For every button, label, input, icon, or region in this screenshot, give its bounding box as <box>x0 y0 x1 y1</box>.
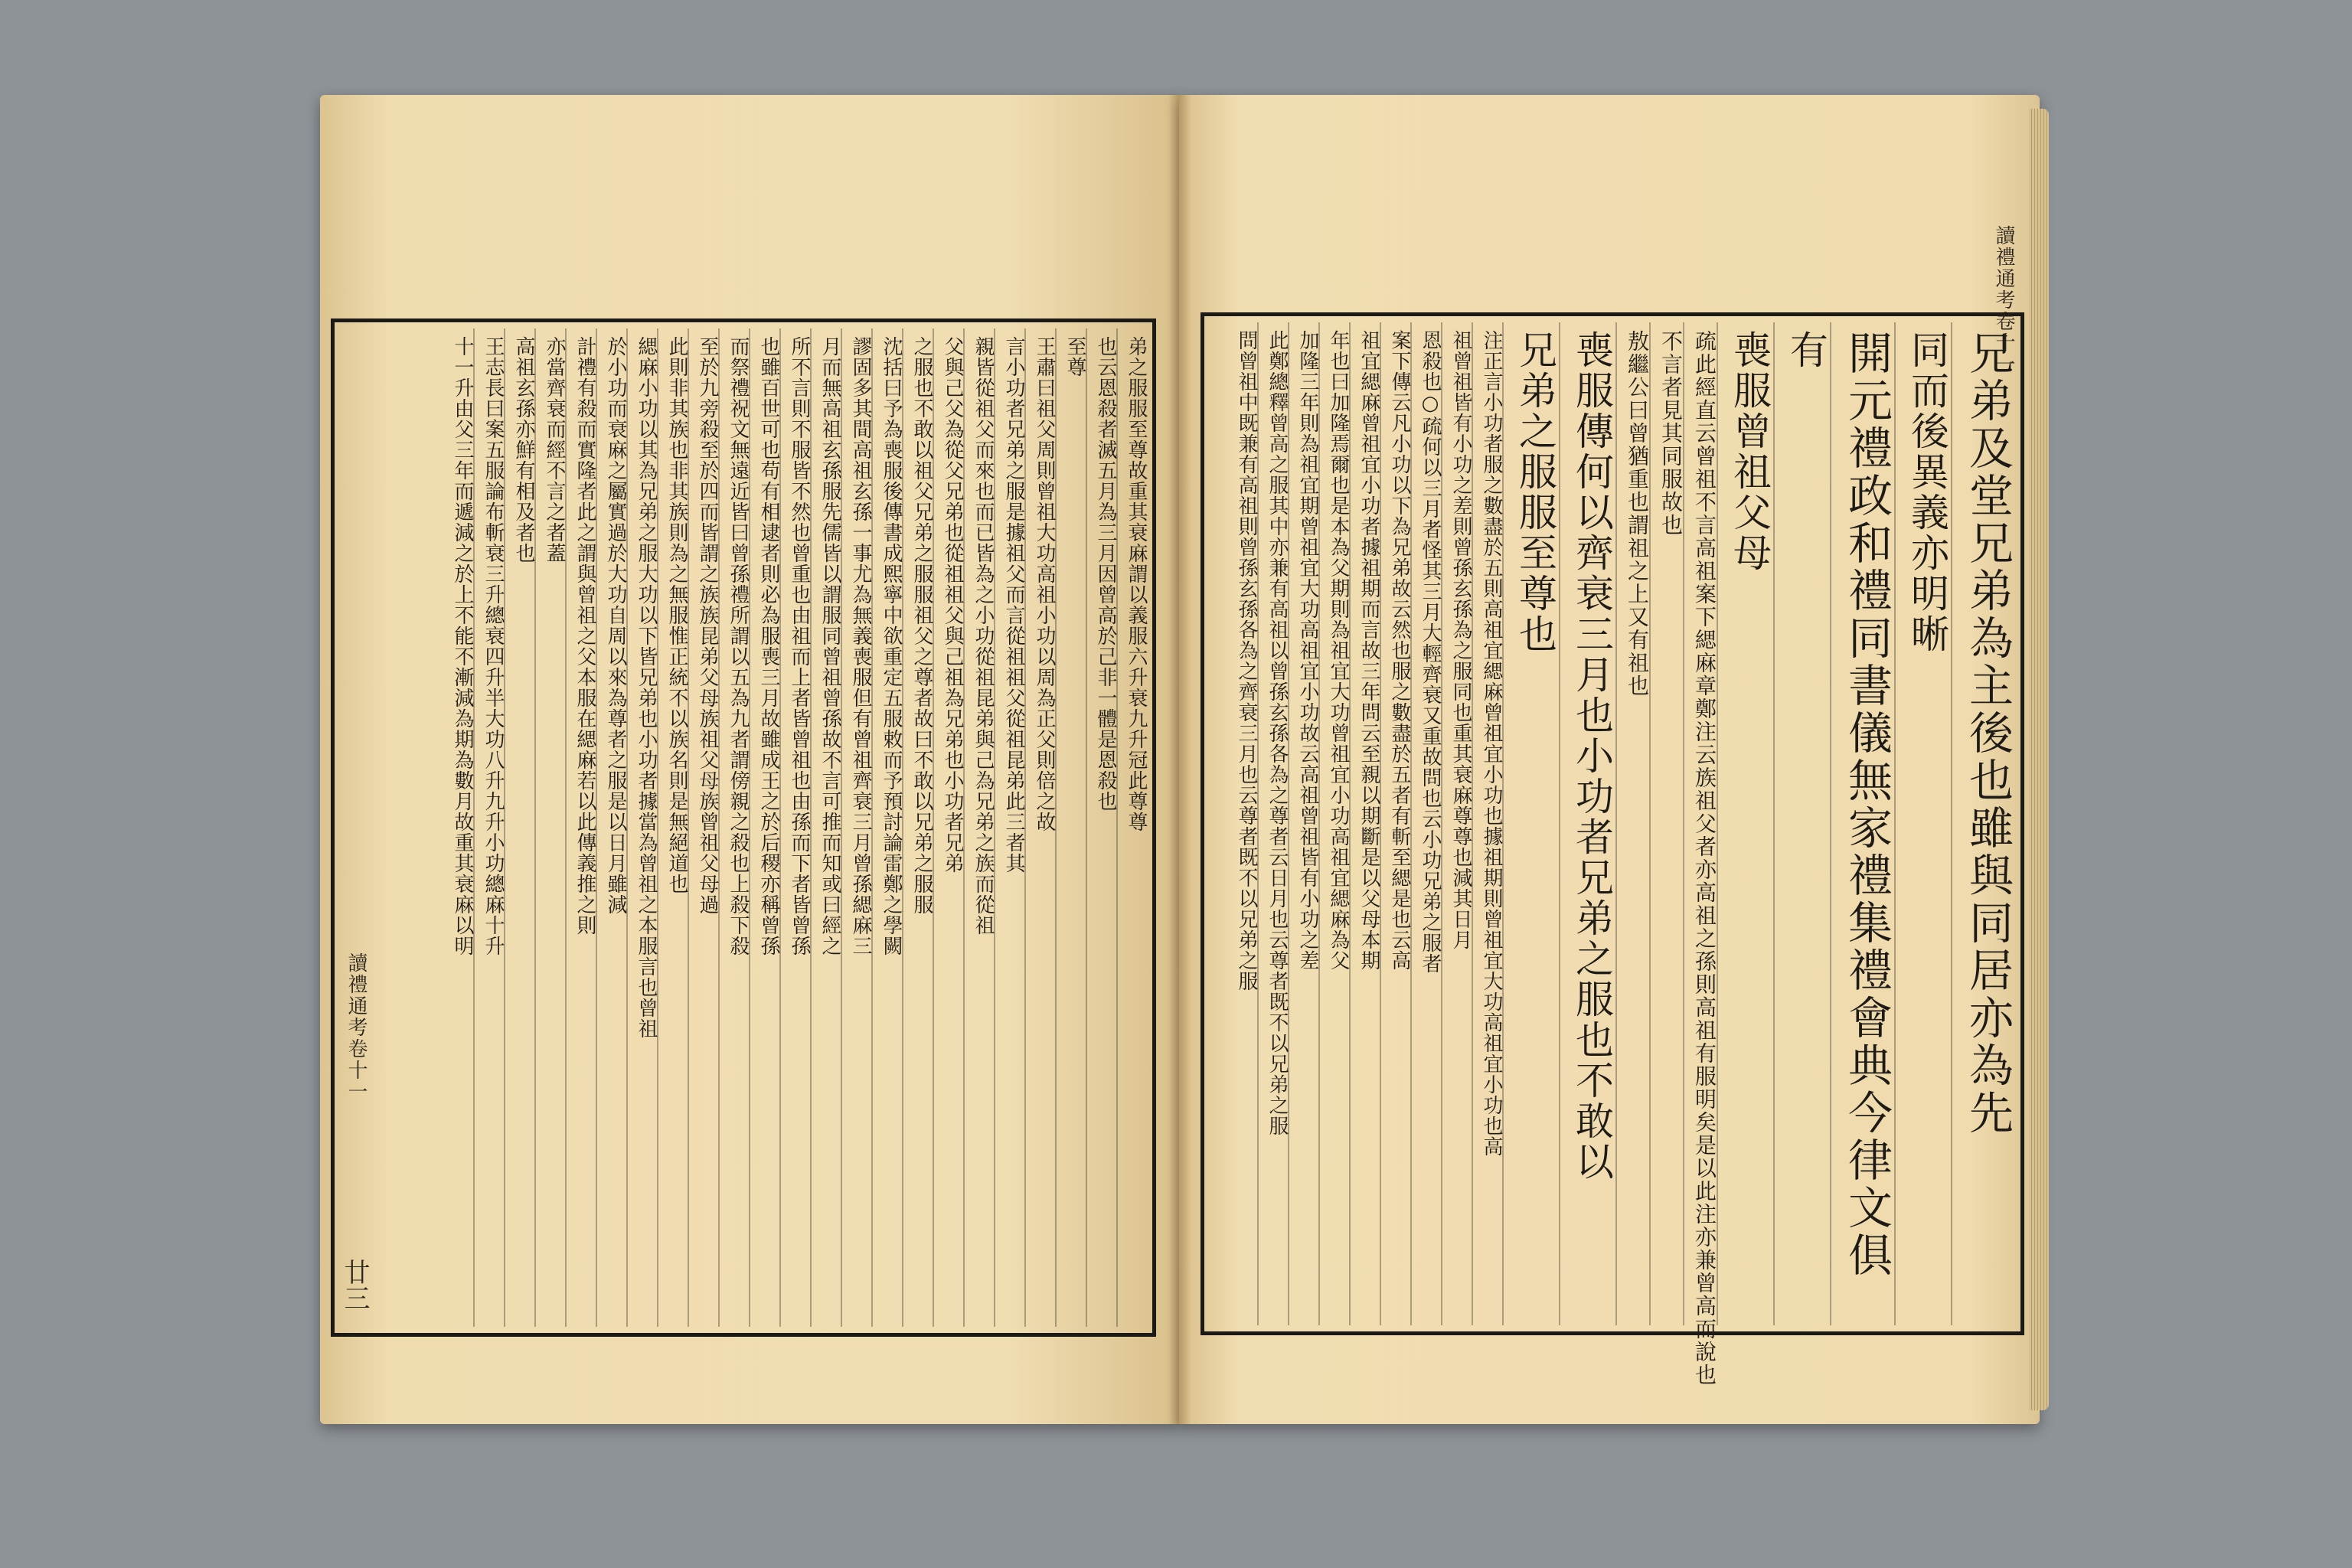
text-column: 高祖玄孫亦鮮有相及者也 <box>512 336 535 564</box>
text-column: 案下傳云凡小功以下為兄弟故云然也服之數盡於五者有斬至緦是也云高 <box>1388 330 1411 971</box>
open-book <box>320 95 2040 1424</box>
text-column: 兄弟及堂兄弟為主後也雖與同居亦為先 <box>1962 330 2014 1137</box>
text-column: 問曾祖中既兼有高祖則曾孫玄孫各為之齊衰三月也云尊者既不以兄弟之服 <box>1235 330 1258 991</box>
right-columns <box>1209 322 2016 1387</box>
text-column: 於小功而衰麻之屬實過於大功自周以來為尊者之服是以日月雖減 <box>604 336 627 915</box>
text-column: 弟之服服至尊故重其衰麻謂以義服六升衰九升冠此尊尊 <box>1125 336 1148 832</box>
text-column: 之服也不敢以祖父兄弟之服服祖父之尊者故曰不敢以兄弟之服服 <box>910 336 933 915</box>
text-column: 有 <box>1784 330 1828 371</box>
text-column: 同而後異義亦明晰 <box>1905 330 1949 655</box>
left-page-number: 廿三 <box>339 1259 370 1311</box>
text-column: 祖宜緦麻曾祖宜小功者據祖期而言故三年問云至親以期斷是以父母本期 <box>1357 330 1380 971</box>
text-column: 緦麻小功以其為兄弟之服大功以下皆兄弟也小功者據當為曾祖之本服言也曾祖 <box>635 336 658 1039</box>
text-column: 月而無高祖玄孫服先儒皆以謂服同曾祖曾孫故不言可推而知或曰經之 <box>818 336 841 956</box>
left-text-frame <box>331 318 1156 1337</box>
text-column: 年也曰加隆焉爾也是本為父期則為祖宜大功曾祖宜小功高祖宜緦麻為父 <box>1327 330 1350 971</box>
left-footer-title: 讀禮通考卷十一 <box>345 952 368 1102</box>
text-column: 計禮有殺而實隆者此之謂與曾祖之父本服在緦麻若以此傳義推之則 <box>573 336 596 936</box>
text-column: 父與己父為從父兄弟也從祖祖父與己祖為兄弟也小功者兄弟 <box>941 336 964 874</box>
text-column: 十一升由父三年而遞減之於上不能不漸減為期為數月故重其衰麻以明 <box>451 336 474 956</box>
text-column: 沈括曰予為喪服後傳書成熙寧中欲重定五服敕而予預討論雷鄭之學闕 <box>880 336 903 956</box>
right-running-head: 讀禮通考卷十一 <box>1992 225 2015 375</box>
text-column: 言小功者兄弟之服是據祖父而言從祖祖父從祖昆弟此三者其 <box>1002 336 1025 874</box>
text-column: 此鄭總釋曾高之服其中亦兼有高祖以曾孫玄孫各為之尊者云日月也云尊者既不以兄弟之服 <box>1266 330 1289 1136</box>
text-column: 喪服曾祖父母 <box>1727 330 1772 573</box>
text-column: 王志長曰案五服論布斬衰三升總衰四升半大功八升九升小功總麻十升 <box>482 336 505 956</box>
text-column: 注正言小功者服之數盡於五則高祖宜緦麻曾祖宜小功也據祖期則曾祖宜大功高祖宜小功也高 <box>1480 330 1503 1157</box>
text-column: 也雖百世可也苟有相逮者則必為服喪三月故雖成王之於后稷亦稱曾孫 <box>757 336 780 956</box>
text-column: 王肅曰祖父周則曾祖大功高祖小功以周為正父則倍之故 <box>1033 336 1056 832</box>
text-column: 此則非其族也非其族則為之無服惟正統不以族名則是無絕道也 <box>665 336 688 894</box>
text-column: 不言者見其同服故也 <box>1658 330 1684 537</box>
text-column: 所不言則不服皆不然也曾重也由祖而上者皆曾祖也由孫而下者皆曾孫 <box>788 336 811 956</box>
text-column: 謬固多其間高祖玄孫一事尤為無義喪服但有曾祖齊衰三月曾孫緦麻三 <box>849 336 872 956</box>
text-column: 至尊 <box>1063 336 1086 377</box>
text-column: 加隆三年則為祖宜期曾祖宜大功高祖宜小功故云高祖曾祖皆有小功之差 <box>1296 330 1319 971</box>
text-column: 恩殺也○疏何以三月者怪其三月大輕齊衰又重故問也云小功兄弟之服者 <box>1419 330 1442 974</box>
text-column: 喪服傳何以齊衰三月也小功者兄弟之服也不敢以 <box>1570 330 1614 1182</box>
text-column: 至於九旁殺至於四而皆謂之族族昆弟父母族祖父母族曾祖父母過 <box>696 336 719 915</box>
text-column: 祖曾祖皆有小功之差則曾孫玄孫為之服同也重其衰麻尊尊也減其日月 <box>1449 330 1472 950</box>
left-columns <box>339 328 1148 1327</box>
book-gutter <box>1168 95 1191 1424</box>
text-column: 亦當齊衰而經不言之者蓋 <box>543 336 566 564</box>
text-column: 也云恩殺者滅五月為三月因曾高於己非一體是恩殺也 <box>1094 336 1117 812</box>
text-column: 開元禮政和禮同書儀無家禮集禮會典今律文俱 <box>1841 330 1893 1279</box>
text-column: 疏此經直云曾祖不言高祖案下緦麻章鄭注云族祖父者亦高祖之孫則高祖有服明矣是以此注亦兼曾高而說也 <box>1692 330 1717 1387</box>
page-edge-stack <box>2029 109 2049 1410</box>
text-column: 敖繼公曰曾猶重也謂祖之上又有祖也 <box>1625 330 1650 697</box>
text-column: 而祭禮祝文無遠近皆曰曾孫禮所謂以五為九者謂傍親之殺也上殺下殺 <box>727 336 750 956</box>
text-column: 親皆從祖父而來也而已皆為之小功從祖昆弟與己為兄弟之族而從祖 <box>972 336 995 936</box>
text-column: 兄弟之服服至尊也 <box>1513 330 1557 655</box>
right-text-frame <box>1200 312 2024 1387</box>
